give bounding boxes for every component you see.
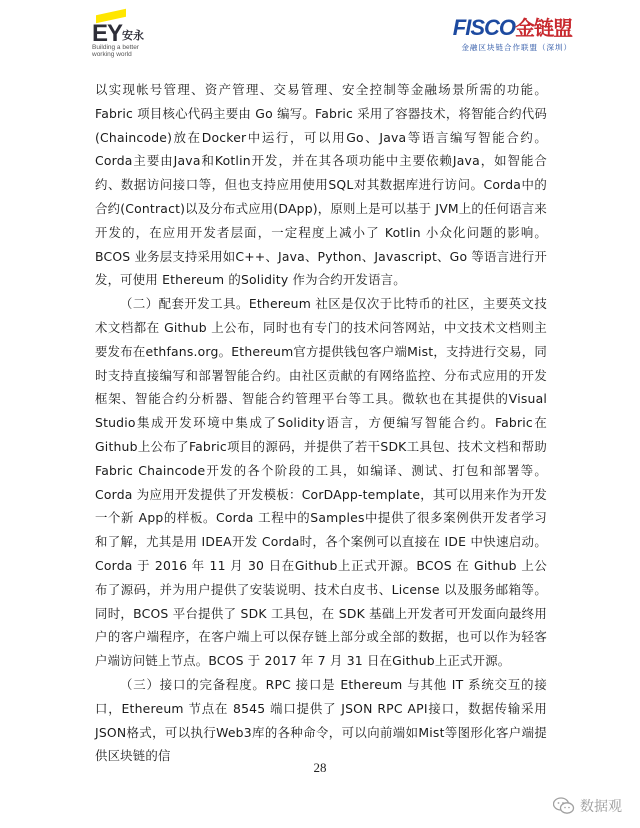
fisco-logo-mark	[453, 16, 572, 41]
wechat-icon	[553, 797, 575, 815]
ey-logo-mark: EY	[92, 20, 123, 47]
paragraph-interfaces: （三）接口的完备程度。RPC 接口是 Ethereum 与其他 IT 系统交互的接口，Ethereum 节点在 8545 端口提供了 JSON RPC API接口，数据传输采用 JSON格式，可以执行Web3库的各种命令，可以向前端如Mist等图形化客户端提供区块链的信	[95, 676, 547, 764]
ey-logo	[92, 8, 182, 58]
paragraph-continued: 以实现帐号管理、资产管理、交易管理、安全控制等金融场景所需的功能。Fabric 项目核心代码主要由 Go 编写。Fabric 采用了容器技术，将智能合约代码(Chaincode)放在Docker中运行，可以用Go、Java等语言编写智能合约。Corda主要由Java和Kotlin开发，并在其各项功能中主要依赖Java，如智能合约、数据访问接口等，但也支持应用使用SQL对其数据库进行访问。Corda中的合约(Contract)以及分布式应用(DApp)，原则上是可以基于 JVM上的任何语言来开发的，在应用开发者层面，一定程度上减小了 Kotlin 小众化问题的影响。BCOS 业务层支持采用如C++、Java、Python、Javascript、Go 等语言进行开发，可使用 Ethereum 的Solidity 作为合约开发语言。	[95, 82, 547, 288]
watermark	[553, 796, 622, 816]
fisco-logo-cn: 金链盟	[515, 18, 572, 40]
paragraph-dev-tools: （二）配套开发工具。Ethereum 社区是仅次于比特币的社区，主要英文技术文档都在 Github 上公布，同时也有专门的技术问答网站，中文技术文档则主要发布在ethfans.org。Ethereum官方提供钱包客户端Mist，支持进行交易，同时支持直接编写和部署智能合约。由社区贡献的有网络监控、分布式应用的开发框架、智能合约分析器、智能合约管理平台等工具。微软也在其提供的Visual Studio集成开发环境中集成了Solidity语言，方便编写智能合约。Fabric在Github上公布了Fabric项目的源码，并提供了若干SDK工具包、技术文档和帮助Fabric Chaincode开发的各个阶段的工具，如编译、测试、打包和部署等。Corda 为应用开发提供了开发模板：CorDApp-template，其可以用来作为开发一个新 App的样板。Corda 工程中的Samples中提供了很多案例供开发者学习和了解，尤其是用 IDEA开发 Corda时，各个案例可以直接在 IDE 中快速启动。Corda 于 2016 年 11 月 30 日在Github上正式开源。BCOS 在 Github 上公布了源码，并为用户提供了安装说明、技术白皮书、License 以及服务邮箱等。同时，BCOS 平台提供了 SDK 工具包，在 SDK 基础上开发者可开发面向最终用户的客户端程序，在客户端上可以保存链上部分或全部的数据，也可以作为轻客户端访问链上节点。BCOS 于 2017 年 7 月 31 日在Github上正式开源。	[95, 296, 547, 669]
ey-logo-cn: 安永	[122, 29, 144, 42]
fisco-logo-en: FISCO	[452, 15, 515, 40]
watermark-text: 数据观	[580, 799, 622, 815]
page-number: 28	[313, 760, 327, 775]
page-header	[0, 0, 640, 70]
fisco-logo-subtitle: 金融区块链合作联盟（深圳）	[461, 43, 572, 52]
fisco-logo	[453, 16, 572, 53]
document-body	[95, 78, 547, 768]
ey-tagline: Building a better working world	[92, 44, 139, 58]
